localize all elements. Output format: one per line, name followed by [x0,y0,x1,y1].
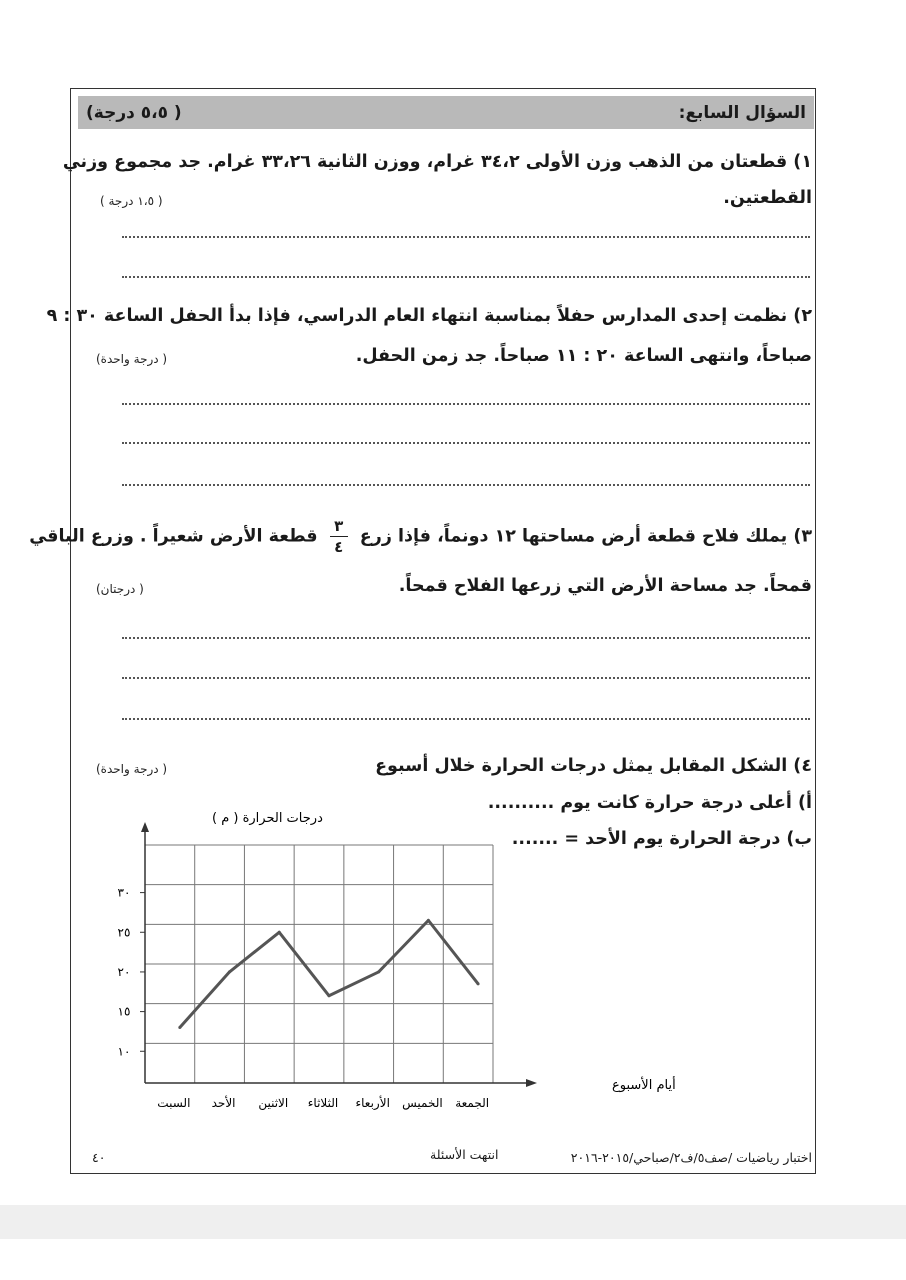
chart-axes [141,822,537,1087]
fraction-denominator: ٤ [334,538,344,556]
x-tick-labels [157,1095,489,1111]
q2-line1: ٢) نظمت إحدى المدارس حفلاً بمناسبة انتهاء العام الدراسي، فإذا بدأ الحفل الساعة ٣٠ : ٩ [46,306,812,326]
data-point [377,970,380,973]
q4-marks: ( درجة واحدة) [96,762,168,776]
y-tick-label: ١٥ [117,1004,131,1019]
page-bottom-band [0,1205,906,1239]
q3-line1-start: ٣) يملك فلاح قطعة أرض مساحتها ١٢ دونماً، فإذا زرع [359,526,812,547]
q2-marks: ( درجة واحدة) [96,352,168,366]
y-tick-label: ٢٥ [117,925,131,940]
x-tick-label: الأحد [211,1096,236,1110]
q4-part-b: ب) درجة الحرارة يوم الأحد = ....... [511,829,812,849]
x-tick-label: الاثنين [258,1096,289,1110]
x-axis-arrow [526,1079,537,1087]
y-tick-label: ٣٠ [117,885,131,900]
q1-line1: ١) قطعتان من الذهب وزن الأولى ٣٤،٢ غرام، ووزن الثانية ٣٣،٢٦ غرام. جد مجموع وزني [62,152,812,172]
x-tick-label: الثلاثاء [307,1096,339,1110]
data-point [278,931,281,934]
x-axis-label: أيام الأسبوع [612,1078,676,1093]
end-of-questions: انتهت الأسئلة [430,1147,499,1162]
y-axis-arrow [141,822,149,832]
y-tick-label: ١٠ [117,1044,131,1059]
fraction-numerator: ٣ [334,517,344,535]
q3-marks: ( درجتان) [96,582,144,596]
data-point [427,919,430,922]
q2-line2: صباحاً، وانتهى الساعة ٢٠ : ١١ صباحاً. جد زمن الحفل. [355,346,812,366]
chart-grid [145,845,493,1083]
q4-part-a: أ) أعلى درجة حرارة كانت يوم .......... [487,793,812,813]
x-tick-label: الجمعة [455,1096,490,1110]
exam-footer-title: اختبار رياضيات /صف٥/ف٢/صباحي/٢٠١٥-٢٠١٦ [570,1150,812,1165]
x-tick-label: السبت [157,1096,191,1110]
chart-points [178,919,479,1029]
y-tick-labels [118,886,145,1059]
y-tick-label: ٢٠ [117,964,131,979]
page-number: ٤٠ [92,1150,106,1165]
data-point [228,970,231,973]
y-axis-label: درجات الحرارة ( م ) [212,811,323,826]
temperature-series-line [180,920,478,1027]
q3-line2: قمحاً. جد مساحة الأرض التي زرعها الفلاح قمحاً. [398,576,812,596]
q1-line2: القطعتين. [723,188,812,208]
section-marks: ( ٥،٥ درجة) [86,102,182,123]
data-point [178,1026,181,1029]
x-tick-label: الأربعاء [355,1096,390,1110]
data-point [327,994,330,997]
q3-line1-end: قطعة الأرض شعيراً . وزرع الباقي [29,526,318,547]
x-tick-label: الخميس [402,1096,443,1110]
q1-marks: ( ١،٥ درجة ) [100,194,163,208]
section-title: السؤال السابع: [678,102,806,123]
q4-line1: ٤) الشكل المقابل يمثل درجات الحرارة خلال أسبوع [375,756,812,776]
data-point [477,982,480,985]
